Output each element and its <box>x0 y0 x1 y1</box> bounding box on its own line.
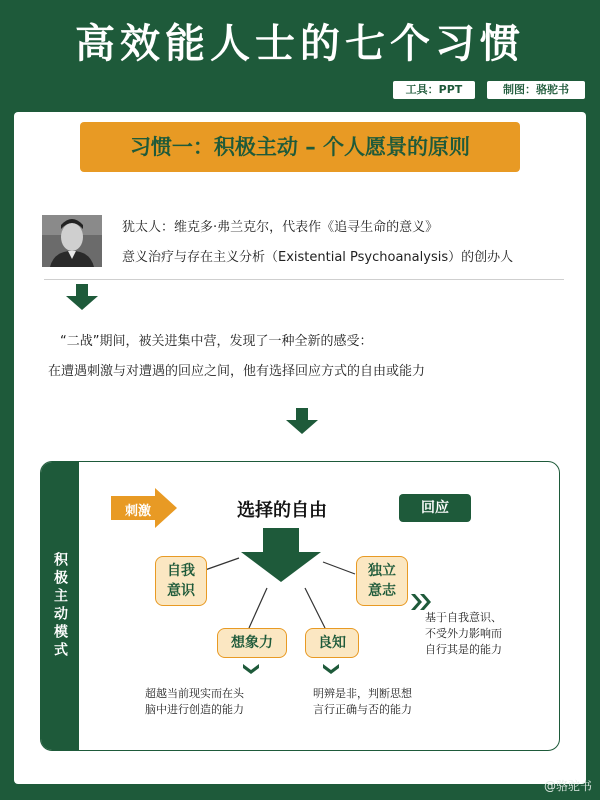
self-awareness-line-1: 自我 <box>167 563 195 579</box>
will-desc-line-3: 自行其是的能力 <box>425 643 502 656</box>
response-label: 回应 <box>399 494 471 522</box>
down-arrow-icon <box>286 408 318 434</box>
habit-banner: 习惯一：积极主动 – 个人愿景的原则 <box>80 122 520 172</box>
conscience-desc-line-2: 言行正确与否的能力 <box>313 703 412 716</box>
maker-tag: 制图：骆驼书 <box>487 81 585 99</box>
chevron-down-icon <box>243 664 259 674</box>
freedom-label: 选择的自由 <box>237 500 327 521</box>
imagination-description <box>145 686 244 718</box>
double-chevron-icon <box>411 594 433 610</box>
will-desc-line-1: 基于自我意识、 <box>425 611 502 624</box>
conscience-desc-line-1: 明辨是非，判断思想 <box>313 687 412 700</box>
independent-will-line-1: 独立 <box>368 563 396 579</box>
imagination-box: 想象力 <box>217 628 287 658</box>
will-description <box>425 610 502 658</box>
bio-line-1: 犹太人：维克多·弗兰克尔，代表作《追寻生命的意义》 <box>122 220 439 235</box>
proactive-model <box>40 461 560 751</box>
portrait-image <box>42 215 102 267</box>
story-line-2: 在遭遇刺激与对遭遇的回应之间，他有选择回应方式的自由或能力 <box>48 364 426 379</box>
will-desc-line-2: 不受外力影响而 <box>425 627 502 640</box>
model-side-label: 积极主动模式 <box>41 462 79 750</box>
stimulus-label: 刺激 <box>125 504 152 519</box>
connector-lines <box>41 462 559 750</box>
imagination-desc-line-1: 超越当前现实而在头 <box>145 687 244 700</box>
independent-will-line-2: 意志 <box>368 583 396 599</box>
page-title: 高效能人士的七个习惯 <box>75 21 525 67</box>
independent-will-box <box>356 556 408 606</box>
story-line-1: “二战”期间，被关进集中营，发现了一种全新的感受： <box>60 334 373 349</box>
bio-line-2: 意义治疗与存在主义分析（Existential Psychoanalysis）的创办人 <box>122 250 514 265</box>
chevron-down-icon <box>323 664 339 674</box>
self-awareness-box <box>155 556 207 606</box>
down-arrow-icon <box>66 284 98 310</box>
self-awareness-line-2: 意识 <box>167 583 195 599</box>
conscience-box: 良知 <box>305 628 359 658</box>
conscience-description <box>313 686 412 718</box>
content-card <box>14 112 586 784</box>
divider <box>44 279 564 280</box>
tool-tag: 工具：PPT <box>393 81 475 99</box>
watermark: @骆驼书 <box>543 779 592 793</box>
imagination-desc-line-2: 脑中进行创造的能力 <box>145 703 244 716</box>
